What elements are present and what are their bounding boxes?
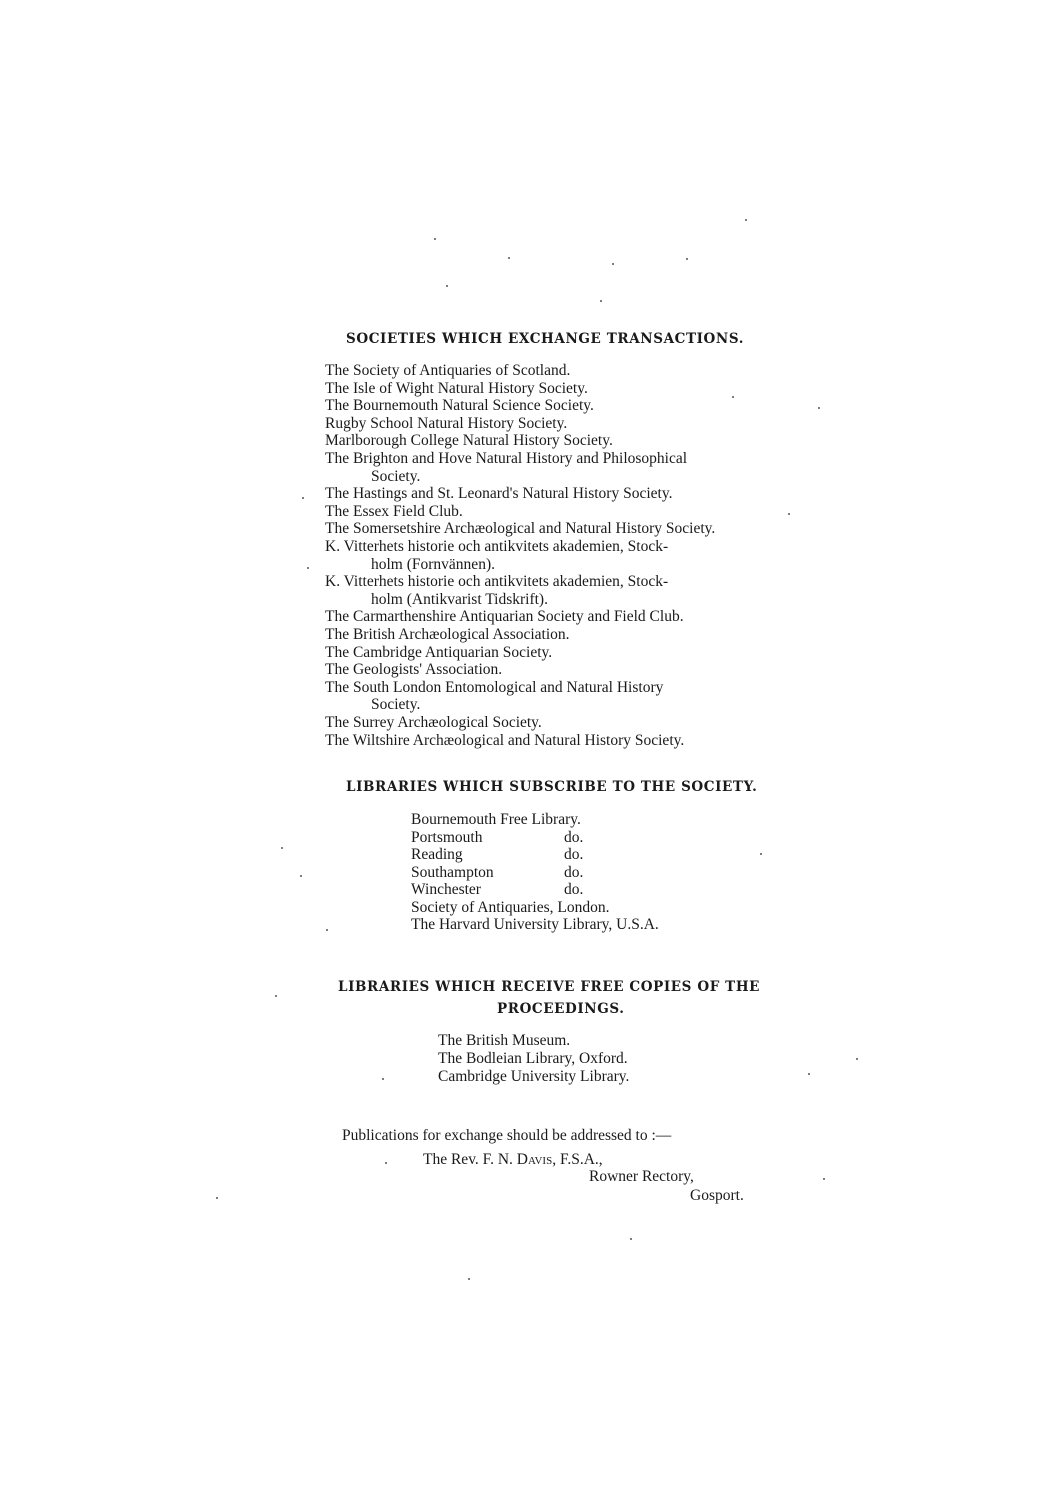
address-line3: Gosport. — [690, 1187, 744, 1204]
scan-speck — [281, 847, 283, 849]
exchange-item: The Carmarthenshire Antiquarian Society and Field Club. — [325, 608, 684, 626]
exchange-item: K. Vitterhets historie och antikvitets akademien, Stock- — [325, 573, 669, 591]
scan-speck — [446, 285, 448, 287]
subscribe-row — [411, 864, 659, 882]
scan-speck — [760, 853, 762, 855]
library-name: The Harvard University Library, U.S.A. — [411, 916, 659, 933]
scan-speck — [745, 219, 747, 221]
scan-speck — [326, 929, 328, 931]
free-heading-line2: PROCEEDINGS. — [497, 1001, 625, 1017]
exchange-item-continuation: Society. — [371, 696, 421, 714]
address-intro: Publications for exchange should be addressed to :— — [342, 1127, 672, 1144]
scan-speck — [686, 258, 688, 260]
library-name: Southampton — [411, 863, 494, 881]
library-name: Society of Antiquaries, London. — [411, 898, 610, 916]
library-name: Reading — [411, 846, 463, 863]
address-name — [423, 1151, 603, 1169]
exchange-item: The Geologists' Association. — [325, 661, 503, 679]
scan-speck — [788, 513, 790, 515]
ditto-mark: do. — [564, 863, 584, 881]
ditto-mark: do. — [564, 846, 584, 863]
free-library-item: The British Museum. — [438, 1032, 571, 1049]
exchange-item-continuation: holm (Fornvännen). — [371, 555, 495, 573]
scan-speck — [275, 995, 277, 997]
scan-speck — [216, 1197, 218, 1199]
scan-speck — [385, 1162, 387, 1164]
exchange-item: Rugby School Natural History Society. — [325, 414, 568, 432]
subscribe-row — [411, 881, 659, 899]
address-name-suffix: , F.S.A., — [552, 1151, 603, 1168]
free-heading-line1: LIBRARIES WHICH RECEIVE FREE COPIES OF THE — [338, 979, 761, 995]
exchange-heading: SOCIETIES WHICH EXCHANGE TRANSACTIONS. — [346, 331, 745, 347]
free-list — [438, 1032, 629, 1086]
scan-speck — [818, 407, 820, 409]
ditto-mark: do. — [564, 828, 584, 846]
exchange-item: The Wiltshire Archæological and Natural History Society. — [325, 731, 685, 749]
subscribe-row — [411, 916, 659, 934]
library-name: Winchester — [411, 881, 481, 898]
scan-speck — [732, 396, 734, 398]
exchange-item: The Surrey Archæological Society. — [325, 714, 542, 731]
scan-speck — [600, 300, 602, 302]
exchange-item-continuation: Society. — [371, 467, 421, 485]
exchange-item: The Isle of Wight Natural History Society. — [325, 379, 588, 397]
scan-speck — [856, 1058, 858, 1060]
exchange-item: The Bournemouth Natural Science Society. — [325, 397, 594, 415]
subscribe-list — [411, 811, 659, 934]
exchange-item: The British Archæological Association. — [325, 626, 570, 643]
scan-speck — [508, 257, 510, 259]
exchange-item: Marlborough College Natural History Society. — [325, 432, 613, 450]
scan-speck — [300, 875, 302, 877]
scan-speck — [468, 1278, 470, 1280]
exchange-item: The Somersetshire Archæological and Natural History Society. — [325, 520, 716, 538]
exchange-item: The Cambridge Antiquarian Society. — [325, 643, 553, 661]
exchange-item: The South London Entomological and Natural History — [325, 678, 664, 696]
exchange-item-continuation: holm (Antikvarist Tidskrift). — [371, 590, 548, 608]
subscribe-heading: LIBRARIES WHICH SUBSCRIBE TO THE SOCIETY. — [346, 779, 758, 795]
scan-speck — [302, 497, 304, 499]
subscribe-row — [411, 899, 659, 917]
address-name-surname: Davis — [516, 1151, 553, 1168]
scan-speck — [808, 1073, 810, 1075]
exchange-item: The Society of Antiquaries of Scotland. — [325, 362, 571, 379]
scan-speck — [307, 567, 309, 569]
scan-speck — [434, 238, 436, 240]
free-library-item: Cambridge University Library. — [438, 1068, 630, 1085]
exchange-item: The Hastings and St. Leonard's Natural History Society. — [325, 485, 673, 503]
subscribe-row — [411, 846, 659, 864]
subscribe-row — [411, 829, 659, 847]
exchange-item: The Brighton and Hove Natural History and Philosophical — [325, 450, 688, 467]
subscribe-row — [411, 811, 659, 829]
ditto-mark: do. — [564, 881, 584, 898]
address-name-prefix: The Rev. F. N. — [423, 1151, 513, 1168]
free-library-item: The Bodleian Library, Oxford. — [438, 1050, 628, 1067]
exchange-item: K. Vitterhets historie och antikvitets akademien, Stock- — [325, 538, 669, 555]
exchange-item: The Essex Field Club. — [325, 502, 463, 520]
library-name: Bournemouth Free Library. — [411, 811, 581, 828]
scan-speck — [630, 1238, 632, 1240]
library-name: Portsmouth — [411, 828, 483, 846]
scan-speck — [612, 263, 614, 265]
scan-speck — [382, 1078, 384, 1080]
scan-speck — [823, 1178, 825, 1180]
address-line2: Rowner Rectory, — [589, 1168, 694, 1185]
